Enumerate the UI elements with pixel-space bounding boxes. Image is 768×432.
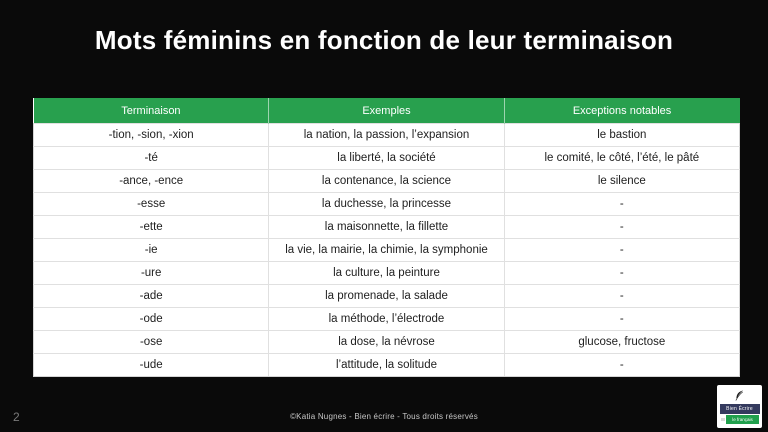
table-row — [34, 147, 740, 170]
table-cell: la nation, la passion, l’expansion — [269, 124, 504, 147]
table-cell: -ance, -ence — [34, 170, 269, 193]
table-cell: -ure — [34, 262, 269, 285]
table-cell: la culture, la peinture — [269, 262, 504, 285]
table-cell: -té — [34, 147, 269, 170]
table-cell: l’attitude, la solitude — [269, 354, 504, 377]
table-cell: le silence — [504, 170, 739, 193]
table-header-row — [34, 98, 740, 124]
table-cell: - — [504, 285, 739, 308]
header-cell: Terminaison — [34, 98, 269, 124]
table-cell: - — [504, 262, 739, 285]
logo-text-secondary: le français — [726, 415, 759, 424]
slide-title: Mots féminins en fonction de leur terminaison — [94, 25, 674, 55]
table-cell: - — [504, 308, 739, 331]
table-cell: la duchesse, la princesse — [269, 193, 504, 216]
table-cell: le comité, le côté, l’été, le pâté — [504, 147, 739, 170]
table-cell: -ade — [34, 285, 269, 308]
footer-credit: ©Katia Nugnes - Bien écrire - Tous droits réservés — [290, 412, 478, 421]
table-cell: -ude — [34, 354, 269, 377]
table-cell: la liberté, la société — [269, 147, 504, 170]
terminations-table — [33, 98, 740, 377]
feather-icon — [734, 389, 745, 402]
table-row — [34, 308, 740, 331]
table-row — [34, 124, 740, 147]
table-cell: -tion, -sion, -xion — [34, 124, 269, 147]
table-cell: la méthode, l’électrode — [269, 308, 504, 331]
table-row — [34, 354, 740, 377]
logo-tick-mark — [721, 418, 725, 421]
logo-text-primary: Bien Écrire — [720, 404, 760, 414]
table-cell: -ode — [34, 308, 269, 331]
table-cell: la maisonnette, la fillette — [269, 216, 504, 239]
table-cell: glucose, fructose — [504, 331, 739, 354]
table-cell: la contenance, la science — [269, 170, 504, 193]
table-cell: la promenade, la salade — [269, 285, 504, 308]
header-cell: Exemples — [269, 98, 504, 124]
table-cell: -esse — [34, 193, 269, 216]
table-cell: -ie — [34, 239, 269, 262]
header-cell: Exceptions notables — [504, 98, 739, 124]
table-cell: - — [504, 193, 739, 216]
table-row — [34, 216, 740, 239]
logo-secondary-row — [721, 415, 759, 424]
table-row — [34, 193, 740, 216]
table-row — [34, 262, 740, 285]
table-body — [34, 124, 740, 377]
table-cell: la dose, la névrose — [269, 331, 504, 354]
table-cell: -ette — [34, 216, 269, 239]
table-cell: - — [504, 354, 739, 377]
table-cell: - — [504, 239, 739, 262]
table-cell: -ose — [34, 331, 269, 354]
page-number: 2 — [13, 410, 20, 424]
table-row — [34, 170, 740, 193]
table-row — [34, 239, 740, 262]
brand-logo — [717, 385, 762, 428]
table-cell: le bastion — [504, 124, 739, 147]
table-cell: la vie, la mairie, la chimie, la symphonie — [269, 239, 504, 262]
table-row — [34, 285, 740, 308]
table-cell: - — [504, 216, 739, 239]
table-row — [34, 331, 740, 354]
